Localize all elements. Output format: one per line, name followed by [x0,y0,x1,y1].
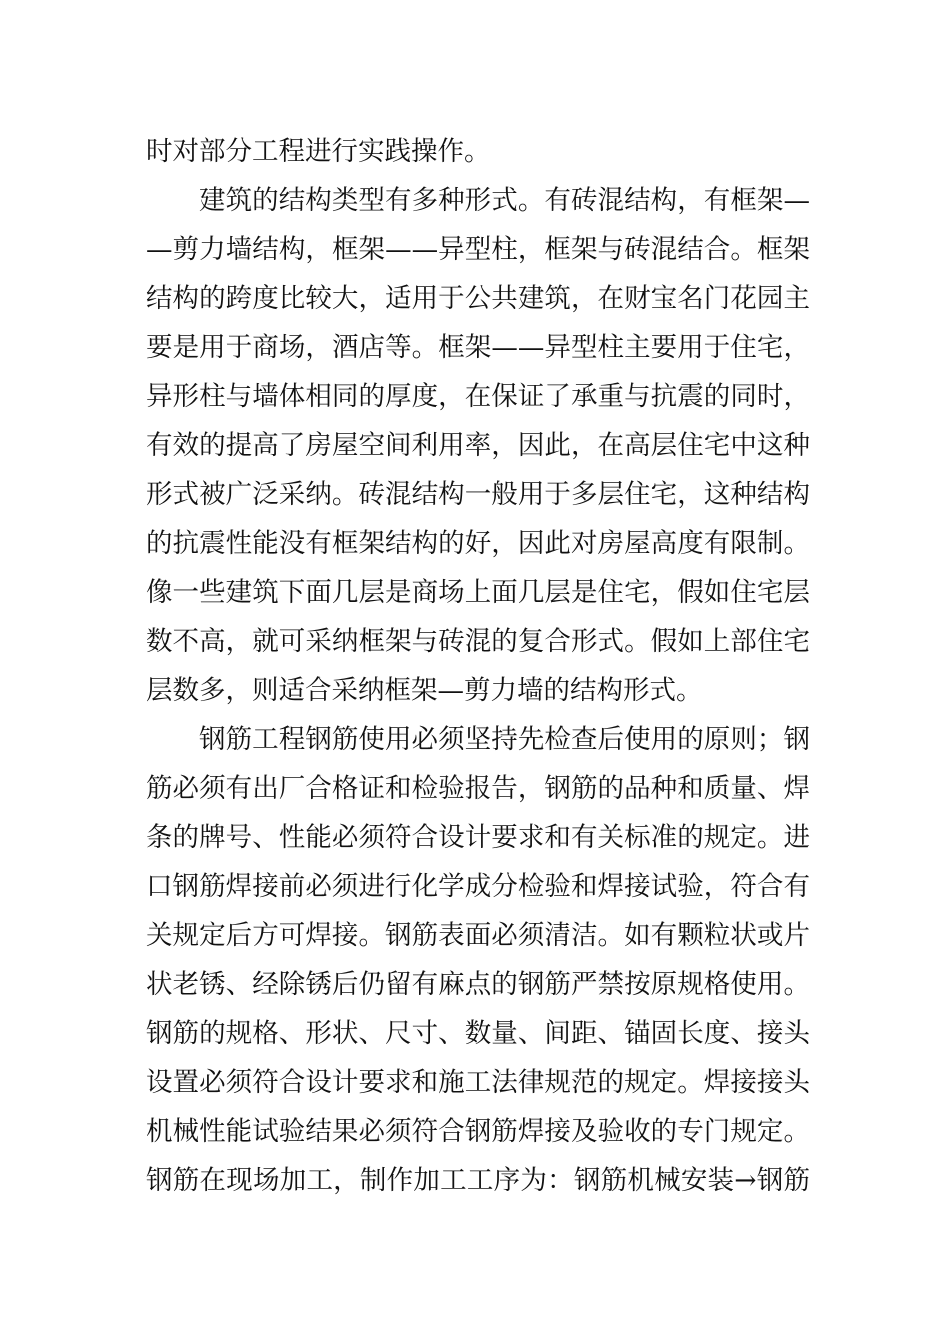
text-line: 的抗震性能没有框架结构的好，因此对房屋高度有限制。 [146,528,810,559]
text-line: 形式被广泛采纳。砖混结构一般用于多层住宅，这种结构 [146,479,810,510]
text-line: 结构的跨度比较大，适用于公共建筑，在财宝名门花园主 [146,283,810,314]
text-line: 层数多，则适合采纳框架—剪力墙的结构形式。 [146,675,703,706]
text-line: 要是用于商场，酒店等。框架——异型柱主要用于住宅， [146,332,810,363]
text-line: 机械性能试验结果必须符合钢筋焊接及验收的专门规定。 [146,1116,810,1147]
text-line: 关规定后方可焊接。钢筋表面必须清洁。如有颗粒状或片 [146,920,810,951]
text-line: 状老锈、经除锈后仍留有麻点的钢筋严禁按原规格使用。 [146,969,810,1000]
text-line: 口钢筋焊接前必须进行化学成分检验和焊接试验，符合有 [146,871,810,902]
text-line: —剪力墙结构，框架——异型柱，框架与砖混结合。框架 [146,234,810,265]
text-line: 异形柱与墙体相同的厚度，在保证了承重与抗震的同时， [146,381,810,412]
paragraph-start-line: 建筑的结构类型有多种形式。有砖混结构，有框架— [199,185,810,216]
body-text [146,127,810,1205]
text-line: 设置必须符合设计要求和施工法律规范的规定。焊接接头 [146,1067,810,1098]
text-line: 时对部分工程进行实践操作。 [146,136,491,167]
text-line: 有效的提高了房屋空间利用率，因此，在高层住宅中这种 [146,430,810,461]
text-line: 像一些建筑下面几层是商场上面几层是住宅，假如住宅层 [146,577,810,608]
text-line: 条的牌号、性能必须符合设计要求和有关标准的规定。进 [146,822,810,853]
paragraph-start-line: 钢筋工程钢筋使用必须坚持先检查后使用的原则；钢 [199,724,810,755]
text-line: 钢筋的规格、形状、尺寸、数量、间距、锚固长度、接头 [146,1018,810,1049]
text-line: 数不高，就可采纳框架与砖混的复合形式。假如上部住宅 [146,626,810,657]
text-line: 筋必须有出厂合格证和检验报告，钢筋的品种和质量、焊 [146,773,810,804]
text-line: 钢筋在现场加工，制作加工工序为：钢筋机械安装→钢筋 [146,1165,810,1196]
